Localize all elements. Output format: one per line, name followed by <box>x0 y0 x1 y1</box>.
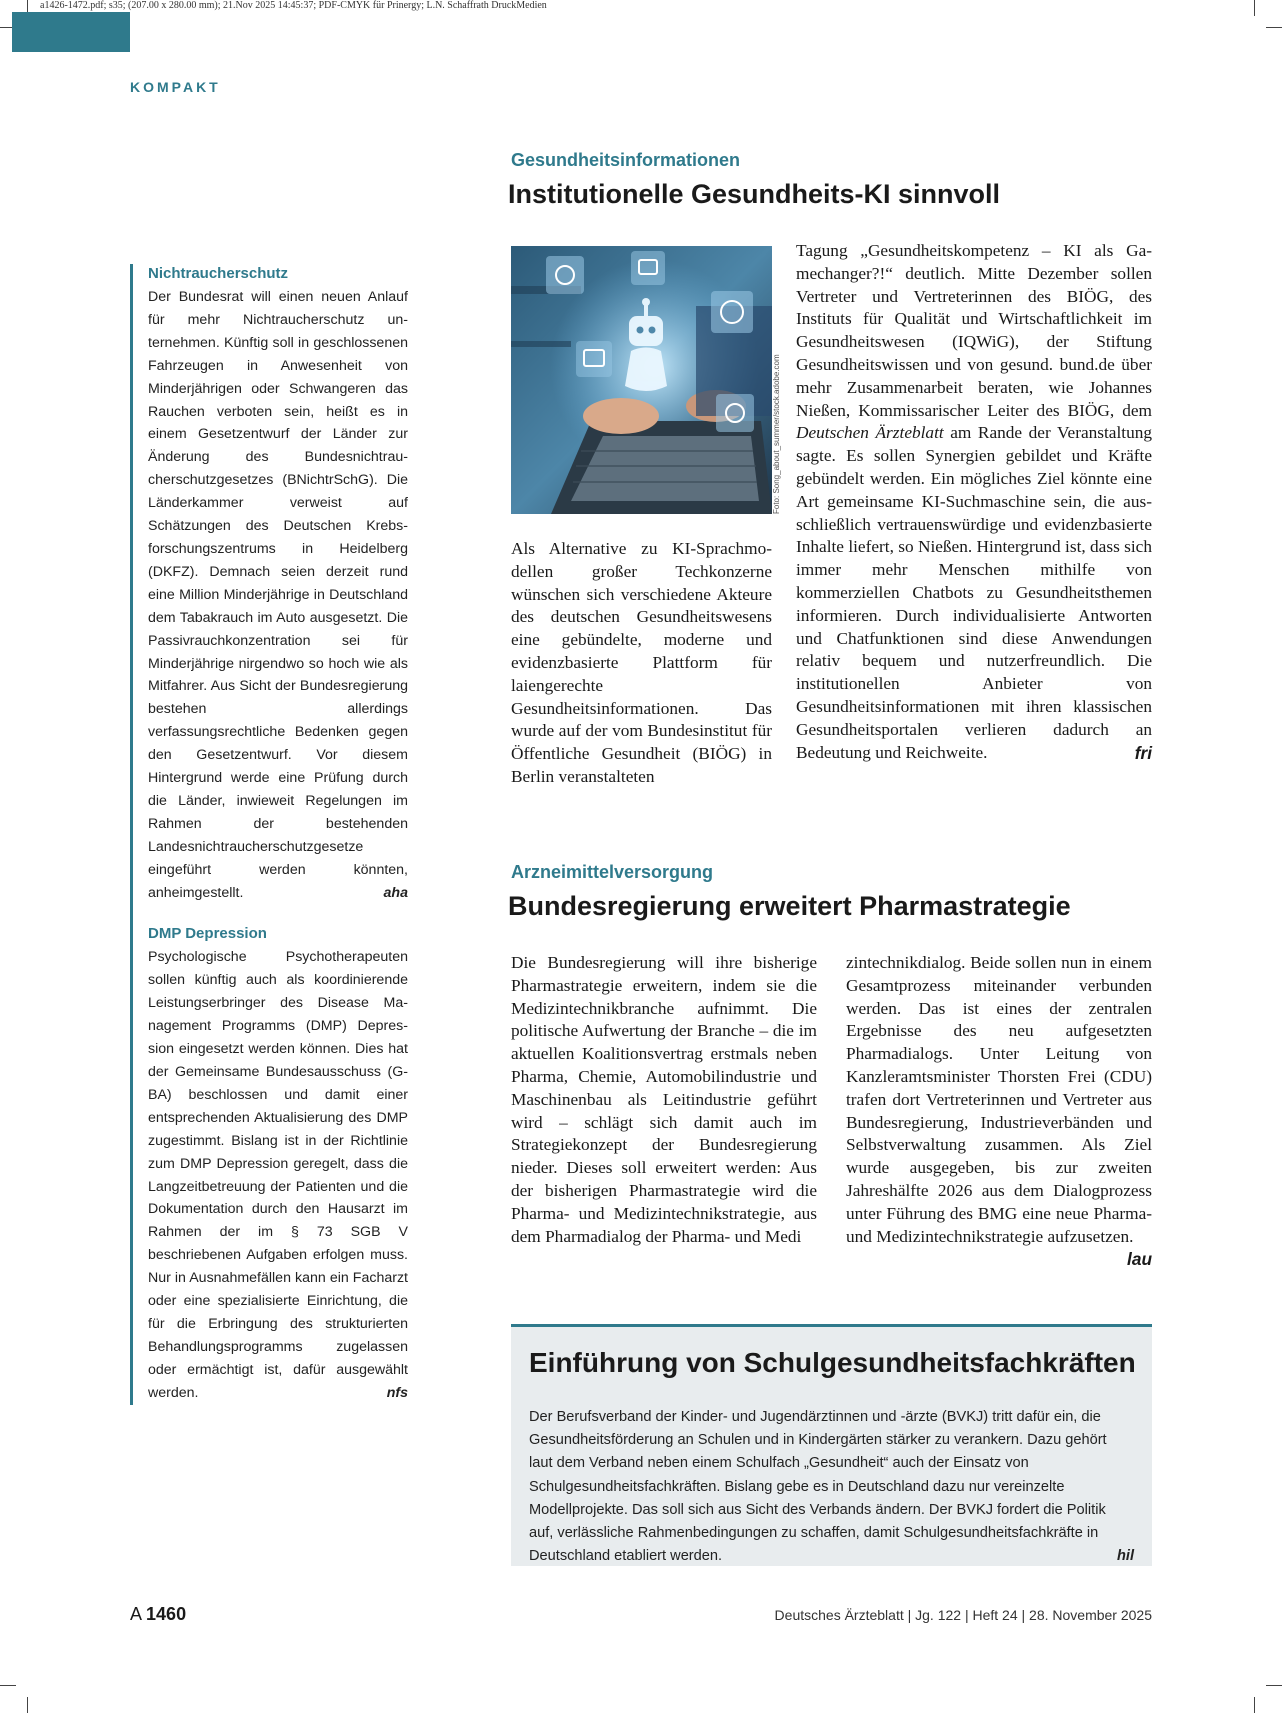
crop-mark <box>1254 1697 1255 1713</box>
section-tab-bar <box>12 12 130 52</box>
author-signature: lau <box>1127 1249 1152 1270</box>
article-text: Als Alternative zu KI-Sprachmodellen großer Techkonzerne wünschen sich verschiedene Akteure des deutschen Gesundheitswesens eine gebündelte, moderne und evidenzbasierte Plattform für laiengerechte Gesundheitsinformationen. Das wurde auf der vom Bundesinstitut für Öffentliche Gesundheit (BIÖG) in Berlin veranstalteten <box>511 539 772 786</box>
info-box <box>511 1324 1152 1566</box>
author-signature: fri <box>1134 742 1152 763</box>
crop-mark <box>1266 1685 1282 1686</box>
page-number <box>130 1604 186 1625</box>
article-text: am Rande der Veranstaltung sagte. Es sollen Synergien gebildet und Kräfte gebündelt werden. Ein mögliches Ziel könnte eine Art gemeinsame KI-Suchmaschine sein, die ausschließlich vertrauenswürdige und evidenzbasierte Inhalte liefert, so Nießen. Hintergrund ist, dass sich immer mehr Menschen mithilfe von kommerziellen Chatbots zu Gesundheitsthemen informieren. Durch individualisierte Antworten und Chatfunktionen sind diese Anwendungen relativ bequem und nutzerfreundlich. Die institutionellen Anbieter von Gesundheitsinformationen mit ihren klassischen Gesundheitsportalen verlieren dadurch an Bedeutung und Reichweite. <box>796 423 1152 762</box>
sidebar-item <box>148 264 408 904</box>
page-number-prefix: A <box>130 1604 142 1624</box>
chat-bubble-icon <box>711 291 753 333</box>
author-signature: hil <box>1116 1548 1134 1565</box>
sidebar-item <box>148 924 408 1404</box>
crop-mark <box>1254 0 1255 16</box>
sidebar-item-title: Nichtraucherschutz <box>148 265 289 282</box>
photo-credit-text: Foto: Song_about_summer/stock.adobe.com <box>772 354 781 514</box>
article-column <box>511 538 772 789</box>
sidebar-item-text: Psychologische Psychotherapeuten sollen künftig auch als koordinierende Leistungserbringer des Disease Management Programms (DMP) Depression eingesetzt werden können. Dies hat der Gemeinsame Bundesausschuss (G-BA) beschlossen und damit einer entsprechenden Aktualisierung des DMP zugestimmt. Bislang ist in der Richtlinie zum DMP Depression geregelt, dass die Langzeitbetreuung der Patienten und die Dokumentation durch den Hausarzt im Rahmen der im § 73 SGB V beschriebenen Aufgaben erfolgen muss. Nur in Ausnahmefällen kann ein Facharzt oder eine spezialisierte Einrichtung, die für die Erbringung des strukturierten Behandlungsprogramms zugelassen oder ermächtigt ist, dafür ausgewählt werden. <box>148 949 408 1401</box>
page-number-value: 1460 <box>146 1604 187 1624</box>
crop-mark <box>0 1685 16 1686</box>
sidebar-item-text: Der Bundesrat will einen neuen Anlauf für mehr Nichtraucherschutz unternehmen. Künftig soll in geschlossenen Fahrzeugen in Anwesenheit von Minderjährigen oder Schwangeren das Rauchen verboten sein, heißt es in einem Gesetzentwurf der Länder zur Änderung des Bundesnichtraucherschutzgesetzes (BNichtrSchG). Die Länderkammer verweist auf Schätzungen des Deutschen Krebsforschungszentrums in Heidelberg (DKFZ). Demnach seien derzeit rund eine Million Minderjährige in Deutschland dem Tabakrauch im Auto ausgesetzt. Die Passivrauchkonzentration sei für Minderjährige nirgendwo so hoch wie als Mitfahrer. Aus Sicht der Bundesregierung bestehen allerdings verfassungsrechtliche Bedenken gegen den Gesetzentwurf. Vor diesem Hintergrund werde eine Prüfung durch die Länder, inwieweit Regelungen im Rahmen der bestehenden Landesnichtraucherschutzgesetze eingeführt werden könnten, anheimgestellt. <box>148 289 408 901</box>
article-photo <box>511 246 772 514</box>
article-text: Tagung „Gesundheitskompetenz – KI als Gamechanger?!“ deutlich. Mitte Dezember sollen Vertreter und Vertreterinnen des BIÖG, des Instituts für Qualität und Wirtschaftlichkeit im Gesundheitswesen (IQWiG), der Stiftung Gesundheitswissen und von gesund. bund.de über mehr Zusammenarbeit beraten, wie Johannes Nießen, Kommissarischer Leiter des BIÖG, dem <box>796 241 1152 420</box>
section-label: KOMPAKT <box>130 79 221 95</box>
sidebar-item-title: DMP Depression <box>148 925 267 943</box>
print-slug: a1426-1472.pdf; s35; (207.00 x 280.00 mm); 21.Nov 2025 14:45:37; PDF-CMYK für Prinergy; L.N. Schaffrath DruckMedien <box>40 0 547 11</box>
article-text: zintechnikdialog. Beide sollen nun in einem Gesamtprozess miteinander verbunden werden. Das ist eines der zentralen Ergebnisse des neu aufgesetzten Pharmadialogs. Unter Leitung von Kanzleramtsminister Thorsten Frei (CDU) trafen dort Vertreterinnen und Vertreter aus Bundesregierung, Industrieverbänden und Selbstverwaltung zusammen. Als Ziel wurde ausgegeben, bis zur zweiten Jahreshälfte 2026 aus dem Dialogprozess unter Führung des BMG eine neue Pharma- und Medizintechnikstrategie aufzusetzen. <box>846 953 1152 1246</box>
info-box-text: Der Berufsverband der Kinder- und Jugendärztinnen und -ärzte (BVKJ) tritt dafür ein, die Gesundheitsförderung an Schulen und in Kindergärten stärker zu verankern. Dazu gehört laut dem Verband neben einem Schulfach „Gesundheit“ auch der Einsatz von Schulgesundheitsfachkräften. Bislang gebe es in Deutschland dazu nur vereinzelte Modellprojekte. Das soll sich aus Sicht des Verbands ändern. Der BVKJ fordert die Politik auf, verlässliche Rahmenbedingungen zu schaffen, damit Schulgesundheitsfachkräfte in Deutschland etabliert werden. <box>529 1409 1107 1565</box>
chat-bubble-icon <box>631 251 665 285</box>
article-kicker: Gesundheitsinformationen <box>511 150 741 170</box>
article-kicker: Arzneimittelversorgung <box>511 862 714 882</box>
article-column <box>796 240 1152 764</box>
chat-bubble-icon <box>716 394 754 432</box>
ai-laptop-illustration <box>511 246 772 514</box>
article-column <box>511 952 817 1248</box>
chat-bubble-icon <box>576 341 612 377</box>
author-signature: nfs <box>386 1384 408 1401</box>
article-headline: Institutionelle Gesundheits-KI sinnvoll <box>508 179 1001 209</box>
article-headline: Bundesregierung erweitert Pharmastrategie <box>508 891 1071 921</box>
crop-mark <box>27 1697 28 1713</box>
article-column <box>846 952 1152 1271</box>
journal-footer: Deutsches Ärzteblatt | Jg. 122 | Heft 24 | 28. November 2025 <box>774 1607 1152 1623</box>
publication-name: Deutschen Ärzteblatt <box>796 423 944 443</box>
author-signature: aha <box>383 884 408 901</box>
info-box-title: Einführung von Schulgesundheitsfachkräften <box>529 1347 1136 1378</box>
chat-bubble-icon <box>546 256 584 294</box>
photo-credit <box>772 346 788 514</box>
article-text: Die Bundesregierung will ihre bisherige Pharmastrategie erweitern, indem sie die Medizintechnikbranche aufnimmt. Die politische Aufwertung der Branche – die im aktuellen Koalitionsvertrag erstmals neben Pharma, Chemie, Automobilindustrie und Maschinenbau als Leitindustrie geführt wird – schlägt sich damit auch im Strategiekonzept der Bundesregierung nieder. Dieses soll erweitert werden: Aus der bisherigen Pharmastrategie wird die Pharma- und Medizintechnikstrategie, aus dem Pharmadialog der Pharma- und Medi <box>511 953 817 1246</box>
sidebar <box>130 264 408 1405</box>
crop-mark <box>1266 27 1282 28</box>
